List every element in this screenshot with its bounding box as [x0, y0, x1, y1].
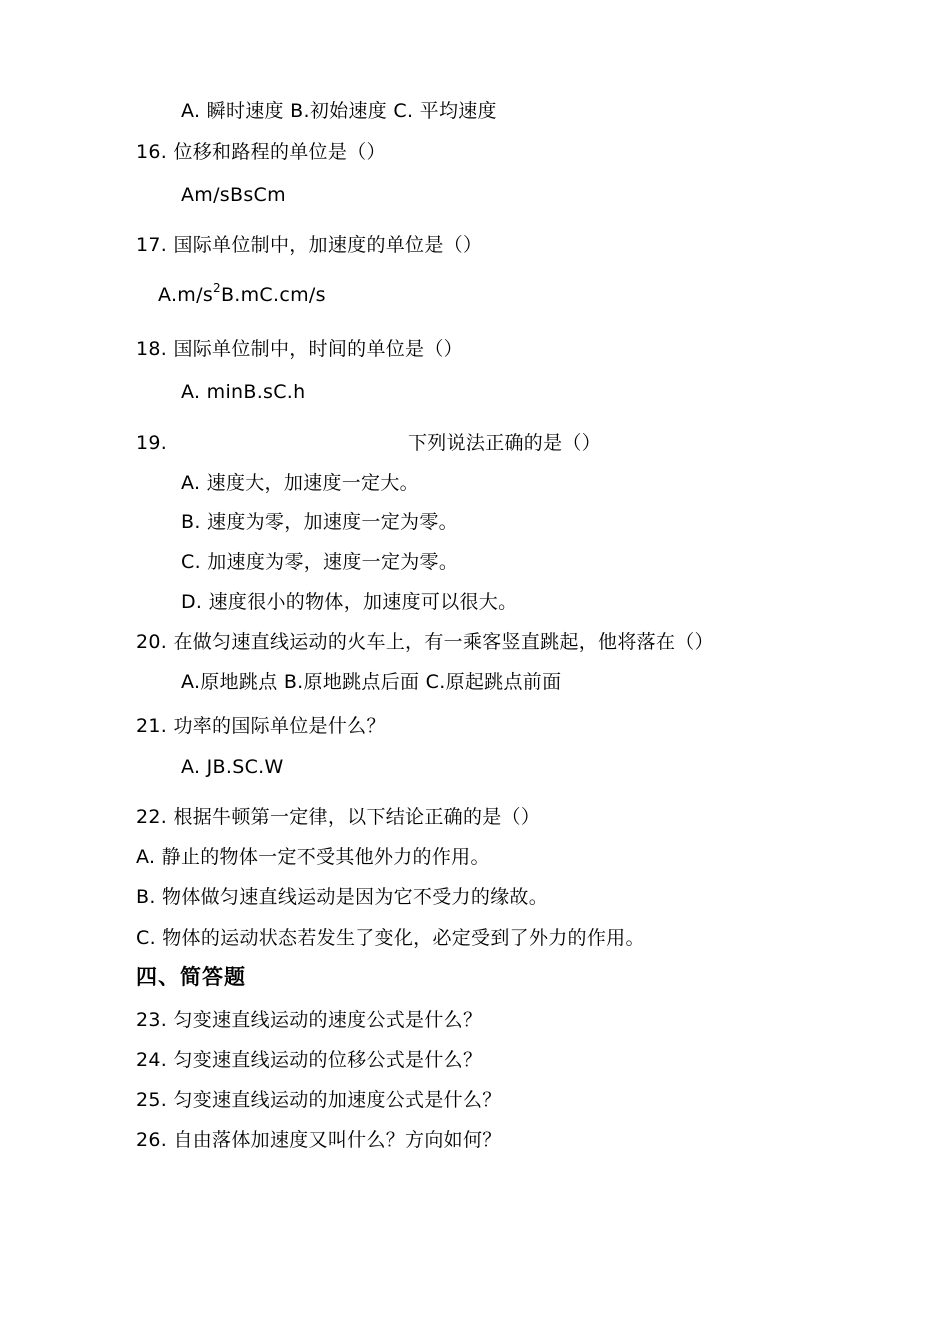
q15-options: A. 瞬时速度 B.初始速度 C. 平均速度	[181, 100, 497, 122]
q19-option-c: C. 加速度为零，速度一定为零。	[181, 551, 459, 573]
short-answer-24: 24. 匀变速直线运动的位移公式是什么？	[136, 1049, 483, 1071]
q19-stem: 下列说法正确的是（）	[408, 432, 602, 454]
q17-stem: 17. 国际单位制中，加速度的单位是（）	[136, 234, 483, 256]
q22-option-b: B. 物体做匀速直线运动是因为它不受力的缘故。	[136, 886, 549, 908]
q22-option-a: A. 静止的物体一定不受其他外力的作用。	[136, 846, 490, 868]
q19-option-b: B. 速度为零，加速度一定为零。	[181, 511, 458, 533]
short-answer-26: 26. 自由落体加速度又叫什么？方向如何？	[136, 1129, 502, 1151]
q21-stem: 21. 功率的国际单位是什么？	[136, 715, 386, 737]
q22-option-c: C. 物体的运动状态若发生了变化，必定受到了外力的作用。	[136, 927, 645, 949]
q16-stem: 16. 位移和路程的单位是（）	[136, 141, 386, 163]
q19-option-a: A. 速度大，加速度一定大。	[181, 472, 419, 494]
q17-options-exponent: 2	[213, 281, 221, 295]
q19-option-d: D. 速度很小的物体，加速度可以很大。	[181, 591, 518, 613]
q18-options: A. minB.sC.h	[181, 381, 306, 403]
q17-options-rest: B.mC.cm/s	[220, 284, 326, 306]
section-heading: 四、简答题	[136, 965, 246, 989]
q20-options: A.原地跳点 B.原地跳点后面 C.原起跳点前面	[181, 671, 562, 693]
q20-stem: 20. 在做匀速直线运动的火车上，有一乘客竖直跳起，他将落在（）	[136, 631, 714, 653]
short-answer-25: 25. 匀变速直线运动的加速度公式是什么？	[136, 1089, 502, 1111]
q21-options: A. JB.SC.W	[181, 756, 284, 778]
q17-options	[158, 282, 326, 308]
q19-number: 19.	[136, 432, 168, 454]
short-answer-23: 23. 匀变速直线运动的速度公式是什么？	[136, 1009, 483, 1031]
q16-options: Am/sBsCm	[181, 184, 286, 206]
q17-options-unit: A.m/s	[158, 284, 214, 306]
q18-stem: 18. 国际单位制中，时间的单位是（）	[136, 338, 463, 360]
q22-stem: 22. 根据牛顿第一定律，以下结论正确的是（）	[136, 806, 541, 828]
